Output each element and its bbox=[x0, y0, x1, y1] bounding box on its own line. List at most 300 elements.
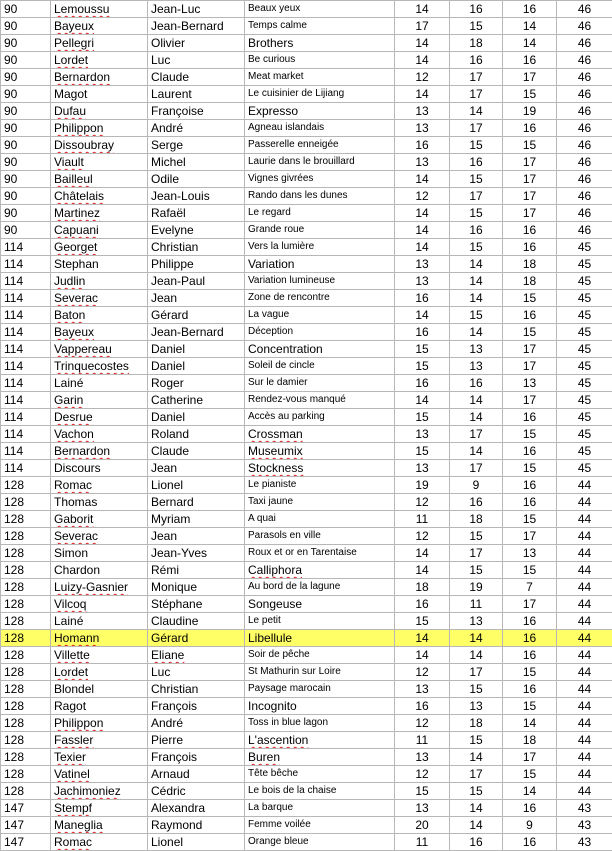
score-1-cell[interactable] bbox=[395, 732, 450, 749]
first-name-cell[interactable] bbox=[148, 698, 245, 715]
score-1-cell[interactable] bbox=[395, 341, 450, 358]
score-3-cell[interactable] bbox=[503, 222, 557, 239]
first-name-cell[interactable] bbox=[148, 460, 245, 477]
score-1-cell[interactable] bbox=[395, 834, 450, 851]
rank-cell[interactable] bbox=[1, 698, 51, 715]
first-name-cell[interactable] bbox=[148, 681, 245, 698]
score-2-cell[interactable] bbox=[450, 171, 503, 188]
first-name-cell[interactable] bbox=[148, 290, 245, 307]
rank-cell[interactable] bbox=[1, 613, 51, 630]
score-3-cell[interactable] bbox=[503, 681, 557, 698]
total-cell[interactable] bbox=[557, 222, 612, 239]
last-name-cell[interactable] bbox=[51, 426, 148, 443]
rank-cell[interactable] bbox=[1, 511, 51, 528]
rank-cell[interactable] bbox=[1, 460, 51, 477]
score-3-cell[interactable] bbox=[503, 783, 557, 800]
total-cell[interactable] bbox=[557, 205, 612, 222]
photo-title-cell[interactable] bbox=[245, 171, 395, 188]
first-name-cell[interactable] bbox=[148, 562, 245, 579]
score-2-cell[interactable] bbox=[450, 86, 503, 103]
first-name-cell[interactable] bbox=[148, 732, 245, 749]
score-3-cell[interactable] bbox=[503, 137, 557, 154]
first-name-cell[interactable] bbox=[148, 426, 245, 443]
score-1-cell[interactable] bbox=[395, 35, 450, 52]
score-3-cell[interactable] bbox=[503, 443, 557, 460]
last-name-cell[interactable] bbox=[51, 86, 148, 103]
last-name-cell[interactable] bbox=[51, 324, 148, 341]
rank-cell[interactable] bbox=[1, 358, 51, 375]
score-3-cell[interactable] bbox=[503, 460, 557, 477]
total-cell[interactable] bbox=[557, 562, 612, 579]
first-name-cell[interactable] bbox=[148, 205, 245, 222]
total-cell[interactable] bbox=[557, 392, 612, 409]
photo-title-cell[interactable] bbox=[245, 460, 395, 477]
score-2-cell[interactable] bbox=[450, 817, 503, 834]
photo-title-cell[interactable] bbox=[245, 545, 395, 562]
score-3-cell[interactable] bbox=[503, 239, 557, 256]
score-1-cell[interactable] bbox=[395, 307, 450, 324]
rank-cell[interactable] bbox=[1, 120, 51, 137]
score-3-cell[interactable] bbox=[503, 290, 557, 307]
score-3-cell[interactable] bbox=[503, 409, 557, 426]
total-cell[interactable] bbox=[557, 766, 612, 783]
photo-title-cell[interactable] bbox=[245, 511, 395, 528]
first-name-cell[interactable] bbox=[148, 120, 245, 137]
score-1-cell[interactable] bbox=[395, 426, 450, 443]
photo-title-cell[interactable] bbox=[245, 205, 395, 222]
rank-cell[interactable] bbox=[1, 562, 51, 579]
rank-cell[interactable] bbox=[1, 35, 51, 52]
score-2-cell[interactable] bbox=[450, 307, 503, 324]
total-cell[interactable] bbox=[557, 239, 612, 256]
total-cell[interactable] bbox=[557, 154, 612, 171]
total-cell[interactable] bbox=[557, 137, 612, 154]
rank-cell[interactable] bbox=[1, 18, 51, 35]
score-2-cell[interactable] bbox=[450, 137, 503, 154]
rank-cell[interactable] bbox=[1, 443, 51, 460]
last-name-cell[interactable] bbox=[51, 222, 148, 239]
first-name-cell[interactable] bbox=[148, 528, 245, 545]
score-2-cell[interactable] bbox=[450, 392, 503, 409]
rank-cell[interactable] bbox=[1, 188, 51, 205]
score-2-cell[interactable] bbox=[450, 103, 503, 120]
score-2-cell[interactable] bbox=[450, 477, 503, 494]
first-name-cell[interactable] bbox=[148, 477, 245, 494]
score-3-cell[interactable] bbox=[503, 35, 557, 52]
score-2-cell[interactable] bbox=[450, 647, 503, 664]
score-1-cell[interactable] bbox=[395, 222, 450, 239]
first-name-cell[interactable] bbox=[148, 766, 245, 783]
total-cell[interactable] bbox=[557, 375, 612, 392]
score-2-cell[interactable] bbox=[450, 222, 503, 239]
total-cell[interactable] bbox=[557, 341, 612, 358]
last-name-cell[interactable] bbox=[51, 171, 148, 188]
total-cell[interactable] bbox=[557, 188, 612, 205]
last-name-cell[interactable] bbox=[51, 630, 148, 647]
total-cell[interactable] bbox=[557, 324, 612, 341]
photo-title-cell[interactable] bbox=[245, 698, 395, 715]
photo-title-cell[interactable] bbox=[245, 222, 395, 239]
score-3-cell[interactable] bbox=[503, 817, 557, 834]
last-name-cell[interactable] bbox=[51, 69, 148, 86]
last-name-cell[interactable] bbox=[51, 18, 148, 35]
total-cell[interactable] bbox=[557, 647, 612, 664]
last-name-cell[interactable] bbox=[51, 511, 148, 528]
photo-title-cell[interactable] bbox=[245, 477, 395, 494]
first-name-cell[interactable] bbox=[148, 375, 245, 392]
first-name-cell[interactable] bbox=[148, 664, 245, 681]
photo-title-cell[interactable] bbox=[245, 443, 395, 460]
score-1-cell[interactable] bbox=[395, 749, 450, 766]
first-name-cell[interactable] bbox=[148, 800, 245, 817]
first-name-cell[interactable] bbox=[148, 188, 245, 205]
score-2-cell[interactable] bbox=[450, 35, 503, 52]
total-cell[interactable] bbox=[557, 477, 612, 494]
last-name-cell[interactable] bbox=[51, 494, 148, 511]
total-cell[interactable] bbox=[557, 664, 612, 681]
score-2-cell[interactable] bbox=[450, 562, 503, 579]
score-1-cell[interactable] bbox=[395, 613, 450, 630]
photo-title-cell[interactable] bbox=[245, 732, 395, 749]
score-1-cell[interactable] bbox=[395, 120, 450, 137]
first-name-cell[interactable] bbox=[148, 596, 245, 613]
first-name-cell[interactable] bbox=[148, 324, 245, 341]
score-1-cell[interactable] bbox=[395, 511, 450, 528]
score-1-cell[interactable] bbox=[395, 545, 450, 562]
rank-cell[interactable] bbox=[1, 426, 51, 443]
rank-cell[interactable] bbox=[1, 171, 51, 188]
score-3-cell[interactable] bbox=[503, 528, 557, 545]
score-3-cell[interactable] bbox=[503, 18, 557, 35]
first-name-cell[interactable] bbox=[148, 715, 245, 732]
rank-cell[interactable] bbox=[1, 222, 51, 239]
first-name-cell[interactable] bbox=[148, 69, 245, 86]
last-name-cell[interactable] bbox=[51, 596, 148, 613]
score-2-cell[interactable] bbox=[450, 154, 503, 171]
photo-title-cell[interactable] bbox=[245, 18, 395, 35]
rank-cell[interactable] bbox=[1, 392, 51, 409]
score-3-cell[interactable] bbox=[503, 664, 557, 681]
first-name-cell[interactable] bbox=[148, 1, 245, 18]
score-1-cell[interactable] bbox=[395, 630, 450, 647]
total-cell[interactable] bbox=[557, 596, 612, 613]
total-cell[interactable] bbox=[557, 171, 612, 188]
total-cell[interactable] bbox=[557, 613, 612, 630]
first-name-cell[interactable] bbox=[148, 171, 245, 188]
rank-cell[interactable] bbox=[1, 596, 51, 613]
first-name-cell[interactable] bbox=[148, 358, 245, 375]
last-name-cell[interactable] bbox=[51, 477, 148, 494]
photo-title-cell[interactable] bbox=[245, 324, 395, 341]
score-2-cell[interactable] bbox=[450, 443, 503, 460]
score-1-cell[interactable] bbox=[395, 1, 450, 18]
rank-cell[interactable] bbox=[1, 749, 51, 766]
first-name-cell[interactable] bbox=[148, 783, 245, 800]
score-1-cell[interactable] bbox=[395, 800, 450, 817]
score-3-cell[interactable] bbox=[503, 766, 557, 783]
first-name-cell[interactable] bbox=[148, 103, 245, 120]
last-name-cell[interactable] bbox=[51, 188, 148, 205]
score-1-cell[interactable] bbox=[395, 69, 450, 86]
score-2-cell[interactable] bbox=[450, 766, 503, 783]
last-name-cell[interactable] bbox=[51, 443, 148, 460]
first-name-cell[interactable] bbox=[148, 545, 245, 562]
score-3-cell[interactable] bbox=[503, 834, 557, 851]
score-1-cell[interactable] bbox=[395, 205, 450, 222]
photo-title-cell[interactable] bbox=[245, 239, 395, 256]
score-3-cell[interactable] bbox=[503, 86, 557, 103]
score-1-cell[interactable] bbox=[395, 443, 450, 460]
score-2-cell[interactable] bbox=[450, 341, 503, 358]
first-name-cell[interactable] bbox=[148, 18, 245, 35]
total-cell[interactable] bbox=[557, 698, 612, 715]
photo-title-cell[interactable] bbox=[245, 273, 395, 290]
score-3-cell[interactable] bbox=[503, 1, 557, 18]
score-1-cell[interactable] bbox=[395, 103, 450, 120]
total-cell[interactable] bbox=[557, 86, 612, 103]
rank-cell[interactable] bbox=[1, 783, 51, 800]
last-name-cell[interactable] bbox=[51, 205, 148, 222]
first-name-cell[interactable] bbox=[148, 273, 245, 290]
photo-title-cell[interactable] bbox=[245, 341, 395, 358]
score-3-cell[interactable] bbox=[503, 426, 557, 443]
score-2-cell[interactable] bbox=[450, 375, 503, 392]
last-name-cell[interactable] bbox=[51, 154, 148, 171]
photo-title-cell[interactable] bbox=[245, 664, 395, 681]
last-name-cell[interactable] bbox=[51, 358, 148, 375]
rank-cell[interactable] bbox=[1, 477, 51, 494]
score-3-cell[interactable] bbox=[503, 698, 557, 715]
score-3-cell[interactable] bbox=[503, 52, 557, 69]
score-2-cell[interactable] bbox=[450, 324, 503, 341]
total-cell[interactable] bbox=[557, 749, 612, 766]
score-1-cell[interactable] bbox=[395, 477, 450, 494]
score-3-cell[interactable] bbox=[503, 630, 557, 647]
first-name-cell[interactable] bbox=[148, 35, 245, 52]
score-2-cell[interactable] bbox=[450, 256, 503, 273]
rank-cell[interactable] bbox=[1, 834, 51, 851]
first-name-cell[interactable] bbox=[148, 137, 245, 154]
score-1-cell[interactable] bbox=[395, 392, 450, 409]
total-cell[interactable] bbox=[557, 732, 612, 749]
photo-title-cell[interactable] bbox=[245, 630, 395, 647]
photo-title-cell[interactable] bbox=[245, 681, 395, 698]
rank-cell[interactable] bbox=[1, 579, 51, 596]
score-1-cell[interactable] bbox=[395, 528, 450, 545]
photo-title-cell[interactable] bbox=[245, 749, 395, 766]
score-1-cell[interactable] bbox=[395, 698, 450, 715]
score-1-cell[interactable] bbox=[395, 664, 450, 681]
photo-title-cell[interactable] bbox=[245, 800, 395, 817]
score-3-cell[interactable] bbox=[503, 358, 557, 375]
total-cell[interactable] bbox=[557, 409, 612, 426]
photo-title-cell[interactable] bbox=[245, 375, 395, 392]
total-cell[interactable] bbox=[557, 426, 612, 443]
total-cell[interactable] bbox=[557, 1, 612, 18]
score-2-cell[interactable] bbox=[450, 749, 503, 766]
photo-title-cell[interactable] bbox=[245, 120, 395, 137]
rank-cell[interactable] bbox=[1, 341, 51, 358]
last-name-cell[interactable] bbox=[51, 613, 148, 630]
score-1-cell[interactable] bbox=[395, 273, 450, 290]
rank-cell[interactable] bbox=[1, 375, 51, 392]
photo-title-cell[interactable] bbox=[245, 494, 395, 511]
score-2-cell[interactable] bbox=[450, 800, 503, 817]
score-2-cell[interactable] bbox=[450, 52, 503, 69]
first-name-cell[interactable] bbox=[148, 613, 245, 630]
photo-title-cell[interactable] bbox=[245, 1, 395, 18]
last-name-cell[interactable] bbox=[51, 681, 148, 698]
score-3-cell[interactable] bbox=[503, 715, 557, 732]
last-name-cell[interactable] bbox=[51, 834, 148, 851]
total-cell[interactable] bbox=[557, 273, 612, 290]
last-name-cell[interactable] bbox=[51, 392, 148, 409]
rank-cell[interactable] bbox=[1, 545, 51, 562]
score-2-cell[interactable] bbox=[450, 834, 503, 851]
score-1-cell[interactable] bbox=[395, 596, 450, 613]
rank-cell[interactable] bbox=[1, 817, 51, 834]
first-name-cell[interactable] bbox=[148, 511, 245, 528]
total-cell[interactable] bbox=[557, 817, 612, 834]
score-3-cell[interactable] bbox=[503, 120, 557, 137]
score-2-cell[interactable] bbox=[450, 579, 503, 596]
photo-title-cell[interactable] bbox=[245, 307, 395, 324]
rank-cell[interactable] bbox=[1, 494, 51, 511]
photo-title-cell[interactable] bbox=[245, 290, 395, 307]
score-2-cell[interactable] bbox=[450, 120, 503, 137]
rank-cell[interactable] bbox=[1, 800, 51, 817]
total-cell[interactable] bbox=[557, 103, 612, 120]
first-name-cell[interactable] bbox=[148, 494, 245, 511]
score-2-cell[interactable] bbox=[450, 426, 503, 443]
score-3-cell[interactable] bbox=[503, 732, 557, 749]
photo-title-cell[interactable] bbox=[245, 562, 395, 579]
score-1-cell[interactable] bbox=[395, 647, 450, 664]
first-name-cell[interactable] bbox=[148, 307, 245, 324]
total-cell[interactable] bbox=[557, 834, 612, 851]
last-name-cell[interactable] bbox=[51, 460, 148, 477]
total-cell[interactable] bbox=[557, 69, 612, 86]
total-cell[interactable] bbox=[557, 443, 612, 460]
last-name-cell[interactable] bbox=[51, 103, 148, 120]
rank-cell[interactable] bbox=[1, 732, 51, 749]
score-2-cell[interactable] bbox=[450, 732, 503, 749]
score-2-cell[interactable] bbox=[450, 290, 503, 307]
photo-title-cell[interactable] bbox=[245, 579, 395, 596]
score-3-cell[interactable] bbox=[503, 613, 557, 630]
score-1-cell[interactable] bbox=[395, 783, 450, 800]
first-name-cell[interactable] bbox=[148, 817, 245, 834]
rank-cell[interactable] bbox=[1, 205, 51, 222]
score-3-cell[interactable] bbox=[503, 749, 557, 766]
score-2-cell[interactable] bbox=[450, 613, 503, 630]
score-1-cell[interactable] bbox=[395, 562, 450, 579]
photo-title-cell[interactable] bbox=[245, 52, 395, 69]
rank-cell[interactable] bbox=[1, 137, 51, 154]
total-cell[interactable] bbox=[557, 52, 612, 69]
photo-title-cell[interactable] bbox=[245, 528, 395, 545]
last-name-cell[interactable] bbox=[51, 1, 148, 18]
photo-title-cell[interactable] bbox=[245, 766, 395, 783]
score-3-cell[interactable] bbox=[503, 69, 557, 86]
rank-cell[interactable] bbox=[1, 290, 51, 307]
score-1-cell[interactable] bbox=[395, 290, 450, 307]
score-1-cell[interactable] bbox=[395, 579, 450, 596]
last-name-cell[interactable] bbox=[51, 256, 148, 273]
score-3-cell[interactable] bbox=[503, 545, 557, 562]
rank-cell[interactable] bbox=[1, 664, 51, 681]
score-2-cell[interactable] bbox=[450, 783, 503, 800]
score-1-cell[interactable] bbox=[395, 52, 450, 69]
score-3-cell[interactable] bbox=[503, 511, 557, 528]
score-1-cell[interactable] bbox=[395, 494, 450, 511]
last-name-cell[interactable] bbox=[51, 715, 148, 732]
total-cell[interactable] bbox=[557, 545, 612, 562]
total-cell[interactable] bbox=[557, 715, 612, 732]
last-name-cell[interactable] bbox=[51, 579, 148, 596]
total-cell[interactable] bbox=[557, 800, 612, 817]
last-name-cell[interactable] bbox=[51, 528, 148, 545]
score-1-cell[interactable] bbox=[395, 239, 450, 256]
last-name-cell[interactable] bbox=[51, 409, 148, 426]
last-name-cell[interactable] bbox=[51, 307, 148, 324]
rank-cell[interactable] bbox=[1, 52, 51, 69]
total-cell[interactable] bbox=[557, 256, 612, 273]
last-name-cell[interactable] bbox=[51, 766, 148, 783]
score-1-cell[interactable] bbox=[395, 409, 450, 426]
score-1-cell[interactable] bbox=[395, 171, 450, 188]
rank-cell[interactable] bbox=[1, 239, 51, 256]
last-name-cell[interactable] bbox=[51, 800, 148, 817]
rank-cell[interactable] bbox=[1, 630, 51, 647]
photo-title-cell[interactable] bbox=[245, 783, 395, 800]
score-2-cell[interactable] bbox=[450, 528, 503, 545]
rank-cell[interactable] bbox=[1, 766, 51, 783]
score-2-cell[interactable] bbox=[450, 511, 503, 528]
total-cell[interactable] bbox=[557, 290, 612, 307]
rank-cell[interactable] bbox=[1, 307, 51, 324]
total-cell[interactable] bbox=[557, 307, 612, 324]
score-1-cell[interactable] bbox=[395, 817, 450, 834]
score-2-cell[interactable] bbox=[450, 18, 503, 35]
score-3-cell[interactable] bbox=[503, 256, 557, 273]
score-1-cell[interactable] bbox=[395, 18, 450, 35]
rank-cell[interactable] bbox=[1, 715, 51, 732]
first-name-cell[interactable] bbox=[148, 647, 245, 664]
first-name-cell[interactable] bbox=[148, 341, 245, 358]
photo-title-cell[interactable] bbox=[245, 715, 395, 732]
total-cell[interactable] bbox=[557, 18, 612, 35]
last-name-cell[interactable] bbox=[51, 783, 148, 800]
total-cell[interactable] bbox=[557, 35, 612, 52]
first-name-cell[interactable] bbox=[148, 154, 245, 171]
score-1-cell[interactable] bbox=[395, 358, 450, 375]
first-name-cell[interactable] bbox=[148, 52, 245, 69]
photo-title-cell[interactable] bbox=[245, 103, 395, 120]
score-2-cell[interactable] bbox=[450, 460, 503, 477]
total-cell[interactable] bbox=[557, 783, 612, 800]
photo-title-cell[interactable] bbox=[245, 426, 395, 443]
rank-cell[interactable] bbox=[1, 86, 51, 103]
rank-cell[interactable] bbox=[1, 528, 51, 545]
last-name-cell[interactable] bbox=[51, 545, 148, 562]
total-cell[interactable] bbox=[557, 579, 612, 596]
score-1-cell[interactable] bbox=[395, 766, 450, 783]
rank-cell[interactable] bbox=[1, 647, 51, 664]
photo-title-cell[interactable] bbox=[245, 596, 395, 613]
score-2-cell[interactable] bbox=[450, 273, 503, 290]
photo-title-cell[interactable] bbox=[245, 86, 395, 103]
